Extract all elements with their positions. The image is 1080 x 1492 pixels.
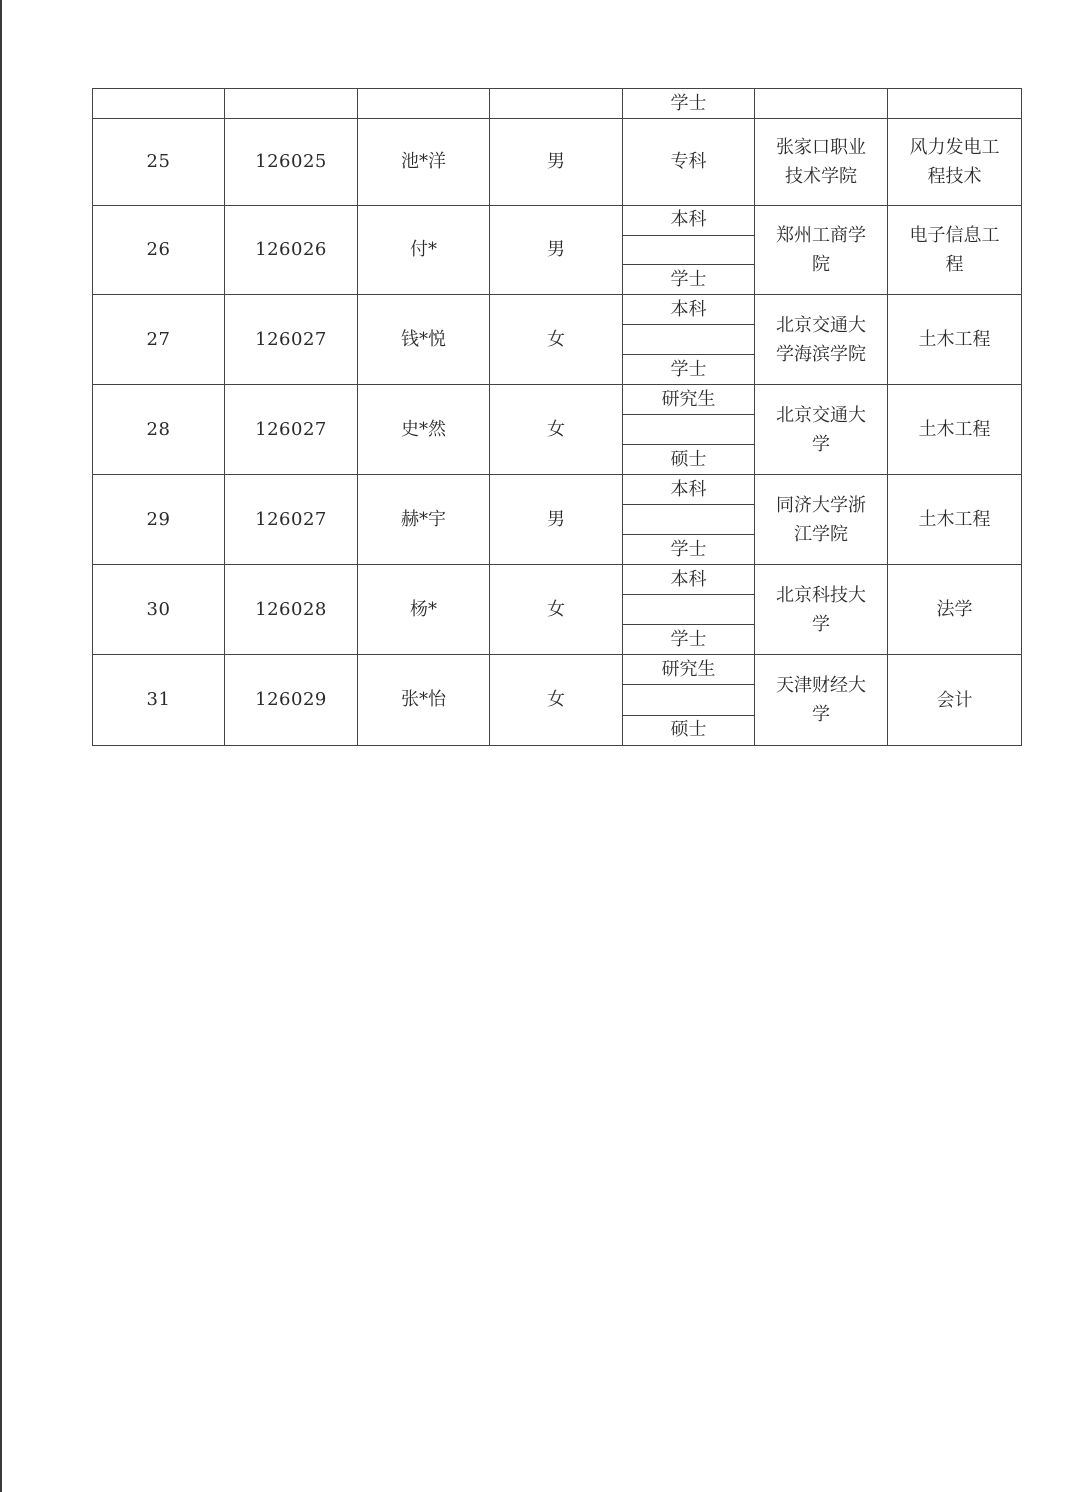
education-cell: 专科 [623, 119, 755, 206]
school-cell: 天津财经大学 [755, 655, 888, 746]
no-cell: 27 [93, 295, 225, 385]
table-row [93, 89, 1022, 119]
school-cell: 北京科技大学 [755, 565, 888, 655]
education-cell [623, 655, 755, 746]
education-level: 研究生 [623, 655, 754, 685]
education-cell [623, 295, 755, 385]
major-cell: 土木工程 [888, 295, 1022, 385]
school-cell: 北京交通大学海滨学院 [755, 295, 888, 385]
gender-cell: 女 [490, 385, 623, 475]
no-cell: 26 [93, 206, 225, 295]
id-cell: 126029 [225, 655, 358, 746]
education-level: 研究生 [623, 385, 754, 415]
table-row [93, 655, 1022, 746]
gender-cell: 男 [490, 475, 623, 565]
no-cell: 29 [93, 475, 225, 565]
education-blank [623, 595, 754, 625]
name-cell: 史*然 [358, 385, 490, 475]
gender-cell: 男 [490, 206, 623, 295]
id-cell: 126027 [225, 295, 358, 385]
table-row [93, 119, 1022, 206]
school-cell [755, 89, 888, 119]
name-cell: 张*怡 [358, 655, 490, 746]
no-cell [93, 89, 225, 119]
table-row [93, 475, 1022, 565]
education-blank [623, 415, 754, 445]
major-cell: 法学 [888, 565, 1022, 655]
table-row [93, 565, 1022, 655]
education-blank [623, 685, 754, 715]
no-cell: 28 [93, 385, 225, 475]
name-cell: 杨* [358, 565, 490, 655]
id-cell [225, 89, 358, 119]
education-cell [623, 565, 755, 655]
major-cell: 风力发电工程技术 [888, 119, 1022, 206]
id-cell: 126025 [225, 119, 358, 206]
school-cell: 北京交通大学 [755, 385, 888, 475]
id-cell: 126027 [225, 385, 358, 475]
gender-cell: 女 [490, 295, 623, 385]
id-cell: 126027 [225, 475, 358, 565]
degree: 硕士 [670, 719, 707, 741]
degree: 学士 [670, 268, 707, 290]
degree: 学士 [670, 358, 707, 380]
major-cell: 电子信息工程 [888, 206, 1022, 295]
page-left-edge [0, 0, 2, 1492]
school-cell: 同济大学浙江学院 [755, 475, 888, 565]
education-blank [623, 236, 754, 266]
school-cell: 张家口职业技术学院 [755, 119, 888, 206]
education-cell [623, 206, 755, 295]
major-cell: 会计 [888, 655, 1022, 746]
name-cell: 池*洋 [358, 119, 490, 206]
gender-cell: 女 [490, 655, 623, 746]
education-cell: 学士 [623, 89, 755, 119]
major-cell [888, 89, 1022, 119]
table-row [93, 206, 1022, 295]
education-level: 本科 [623, 206, 754, 236]
education-level: 本科 [623, 295, 754, 325]
no-cell: 25 [93, 119, 225, 206]
no-cell: 31 [93, 655, 225, 746]
education-cell [623, 385, 755, 475]
gender-cell [490, 89, 623, 119]
education-level: 本科 [623, 565, 754, 595]
id-cell: 126026 [225, 206, 358, 295]
major-cell: 土木工程 [888, 385, 1022, 475]
roster-table [92, 88, 1022, 746]
no-cell: 30 [93, 565, 225, 655]
table-row [93, 295, 1022, 385]
degree: 学士 [670, 538, 707, 560]
name-cell [358, 89, 490, 119]
degree: 硕士 [670, 448, 707, 470]
id-cell: 126028 [225, 565, 358, 655]
gender-cell: 男 [490, 119, 623, 206]
gender-cell: 女 [490, 565, 623, 655]
table-row [93, 385, 1022, 475]
name-cell: 赫*宇 [358, 475, 490, 565]
education-blank [623, 505, 754, 535]
school-cell: 郑州工商学院 [755, 206, 888, 295]
education-cell [623, 475, 755, 565]
name-cell: 付* [358, 206, 490, 295]
education-blank [623, 325, 754, 355]
major-cell: 土木工程 [888, 475, 1022, 565]
degree: 学士 [670, 628, 707, 650]
education-level: 本科 [623, 475, 754, 505]
name-cell: 钱*悦 [358, 295, 490, 385]
